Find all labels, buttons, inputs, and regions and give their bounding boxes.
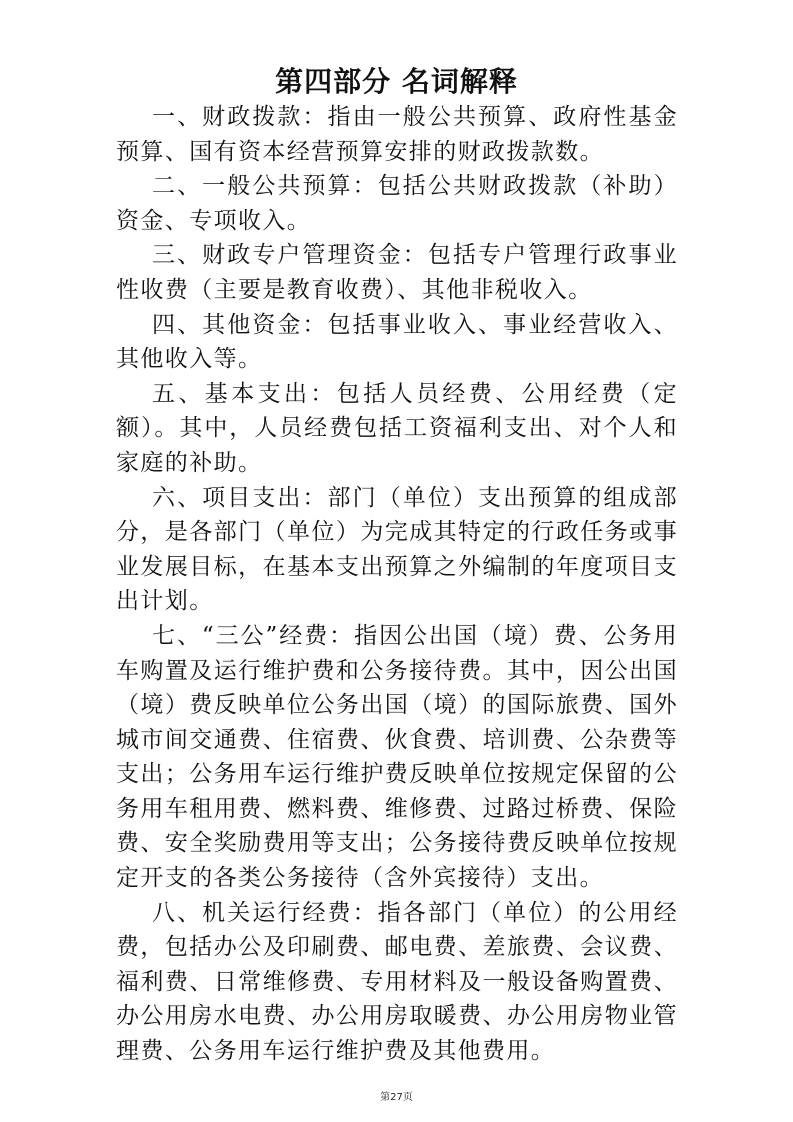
definition-paragraph: 二、一般公共预算：包括公共财政拨款（补助）资金、专项收入。 (116, 173, 678, 234)
definition-paragraph: 三、财政专户管理资金：包括专户管理行政事业性收费（主要是教育收费）、其他非税收入。 (116, 242, 678, 303)
page-number: 第27页 (380, 1092, 413, 1103)
definition-paragraph: 一、财政拨款：指由一般公共预算、政府性基金预算、国有资本经营预算安排的财政拨款数。 (116, 104, 678, 165)
page-title: 第四部分 名词解释 (275, 65, 518, 98)
definition-paragraph: 四、其他资金：包括事业收入、事业经营收入、其他收入等。 (116, 311, 678, 373)
definition-paragraph: 七、“三公”经费：指因公出国（境）费、公务用车购置及运行维护费和公务接待费。其中，因公出国（境）费反映单位公务出国（境）的国际旅费、国外城市间交通费、住宿费、伙食费、培训费、公杂费等支出；公务用车运行维护费反映单位按规定保留的公务用车租用费、燃料费、维修费、过路过桥费、保险费、安全奖励费用等支出；公务接待费反映单位按规定开支的各类公务接待（含外宾接待）支出。 (116, 622, 678, 892)
definition-paragraph: 六、项目支出：部门（单位）支出预算的组成部分，是各部门（单位）为完成其特定的行政任务或事业发展目标，在基本支出预算之外编制的年度项目支出计划。 (116, 484, 678, 615)
definition-paragraph: 五、基本支出：包括人员经费、公用经费（定额）。其中，人员经费包括工资福利支出、对个人和家庭的补助。 (116, 380, 678, 476)
document-body (116, 100, 678, 1069)
definition-paragraph: 八、机关运行经费：指各部门（单位）的公用经费，包括办公及印刷费、邮电费、差旅费、会议费、福利费、日常维修费、专用材料及一般设备购置费、办公用房水电费、办公用房取暖费、办公用房物业管理费、公务用车运行维护费及其他费用。 (116, 899, 678, 1065)
